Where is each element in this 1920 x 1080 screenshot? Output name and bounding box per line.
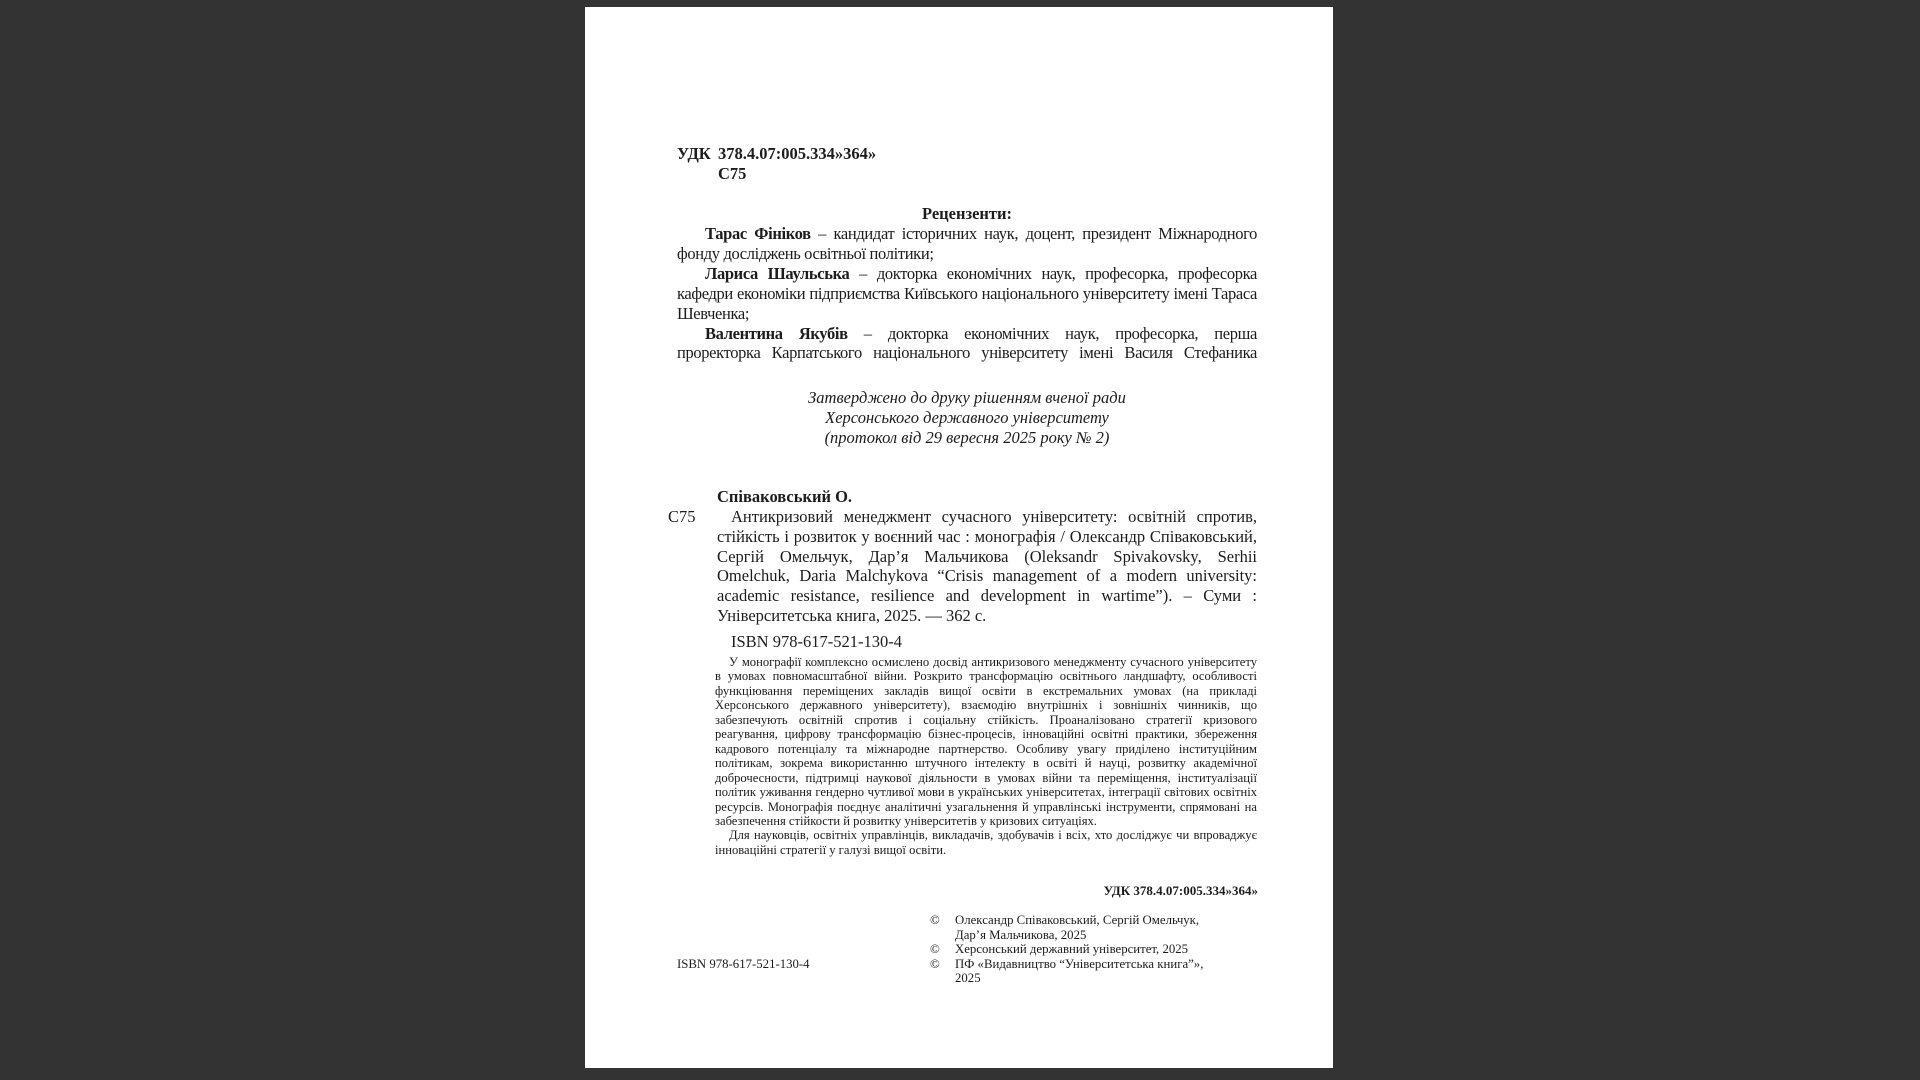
copyright-text: Херсонський державний університет, 2025 bbox=[955, 942, 1189, 957]
copyright-entry bbox=[930, 942, 1225, 957]
catalog-code: С75 bbox=[668, 507, 696, 526]
udk-index: С75 bbox=[718, 164, 747, 183]
approval-line: Затверджено до друку рішенням вченої ради bbox=[808, 388, 1126, 407]
bibliographic-description bbox=[717, 507, 1257, 626]
copyright-entry bbox=[930, 913, 1225, 942]
reviewer-name: Тарас Фініков bbox=[705, 224, 811, 243]
copyright-icon: © bbox=[930, 942, 940, 957]
reviewer-name: Валентина Якубів bbox=[705, 323, 848, 343]
copyright-text: Дар’я Мальчикова, 2025 bbox=[955, 927, 1087, 942]
reviewer-entry bbox=[677, 324, 1257, 364]
approval-line: Херсонського державного університету bbox=[825, 408, 1109, 427]
catalog-author: Співаковський О. bbox=[717, 487, 853, 506]
approval-note bbox=[677, 388, 1257, 448]
copyright-block bbox=[930, 913, 1225, 986]
reviewer-description: – кандидат історичних наук, доцент, президент Міжнародного фонду досліджень освітньої політики; bbox=[677, 224, 1258, 263]
copyright-icon: © bbox=[930, 913, 940, 927]
reviewers-list bbox=[677, 224, 1257, 363]
catalog-isbn: ISBN 978-617-521-130-4 bbox=[731, 632, 902, 651]
reviewer-name: Лариса Шаульська bbox=[705, 263, 850, 283]
abstract-paragraph: Для науковців, освітніх управлінців, викладачів, здобувачів і всіх, хто досліджує чи впроваджує інноваційні стратегії у галузі вищої освіти. bbox=[715, 828, 1257, 857]
document-page bbox=[585, 7, 1333, 1068]
reviewer-description: – докторка економічних наук, професорка, перша проректорка Карпатського національного університету імені Василя Стефаника bbox=[677, 323, 1257, 363]
udk-header bbox=[677, 144, 876, 184]
copyright-entry bbox=[930, 957, 1225, 986]
approval-line: (протокол від 29 вересня 2025 року № 2) bbox=[824, 428, 1110, 447]
udk-code: 378.4.07:005.334»364» bbox=[718, 144, 877, 163]
copyright-text: ПФ «Видавництво “Університетська книга”», 2025 bbox=[955, 956, 1204, 986]
bibliographic-text: Антикризовий менеджмент сучасного університету: освітній спротив, стійкість і розвиток у воєнний час : монографія / Олександр Співаковський, Сергій Омельчук, Дар’я Мальчикова (Oleksandr Spivakovsky, Serhii Omelchuk, Daria Malchykova “Crisis management of a modern university: academic resistance, resilience and development in wartime”). – Суми : Університетська книга, 2025. — 362 с. bbox=[717, 507, 1257, 625]
reviewers-heading: Рецензенти: bbox=[921, 204, 1013, 223]
copyright-text: Олександр Співаковський, Сергій Омельчук, bbox=[955, 913, 1200, 927]
udk-label: УДК bbox=[677, 144, 711, 163]
copyright-icon: © bbox=[930, 956, 940, 971]
abstract bbox=[715, 655, 1257, 857]
udk-footer: УДК 378.4.07:005.334»364» bbox=[1103, 883, 1258, 898]
abstract-paragraph: У монографії комплексно осмислено досвід антикризового менеджменту сучасного університету в умовах повномасштабної війни. Розкрито трансформацію освітнього ландшафту, особливості функціювання переміщених закладів вищої освіти в екстремальних умовах (на прикладі Херсонського державного університету), взаємодію внутрішніх і зовнішніх чинників, що забезпечують освітній спротив і соціальну стійкість. Проаналізовано стратегії кризового реагування, цифрову трансформацію бізнес-процесів, інноваційні освітні практики, збереження кадрового потенціалу та міжнародне партнерство. Особливу увагу приділено інституційним політикам, зокрема використанню штучного інтелекту в освіті й науці, розвитку академічної доброчесности, підтримці наукової діяльности в умовах війни та переміщення, інституалізації політик уживання гендерно чутливої мови в українських університетах, інтеграції світових освітніх ресурсів. Монографія поєднує аналітичні узагальнення й управлінські інструменти, спрямовані на забезпечення стійкости й розвитку університетів у кризових ситуаціях. bbox=[715, 655, 1257, 828]
reviewer-entry bbox=[677, 224, 1257, 264]
reviewer-entry bbox=[677, 264, 1257, 324]
reviewer-description: – докторка економічних наук, професорка, професорка кафедри економіки підприємства Київського національного університету імені Тараса Шевченка; bbox=[677, 263, 1258, 323]
isbn-footer: ISBN 978-617-521-130-4 bbox=[677, 957, 810, 971]
